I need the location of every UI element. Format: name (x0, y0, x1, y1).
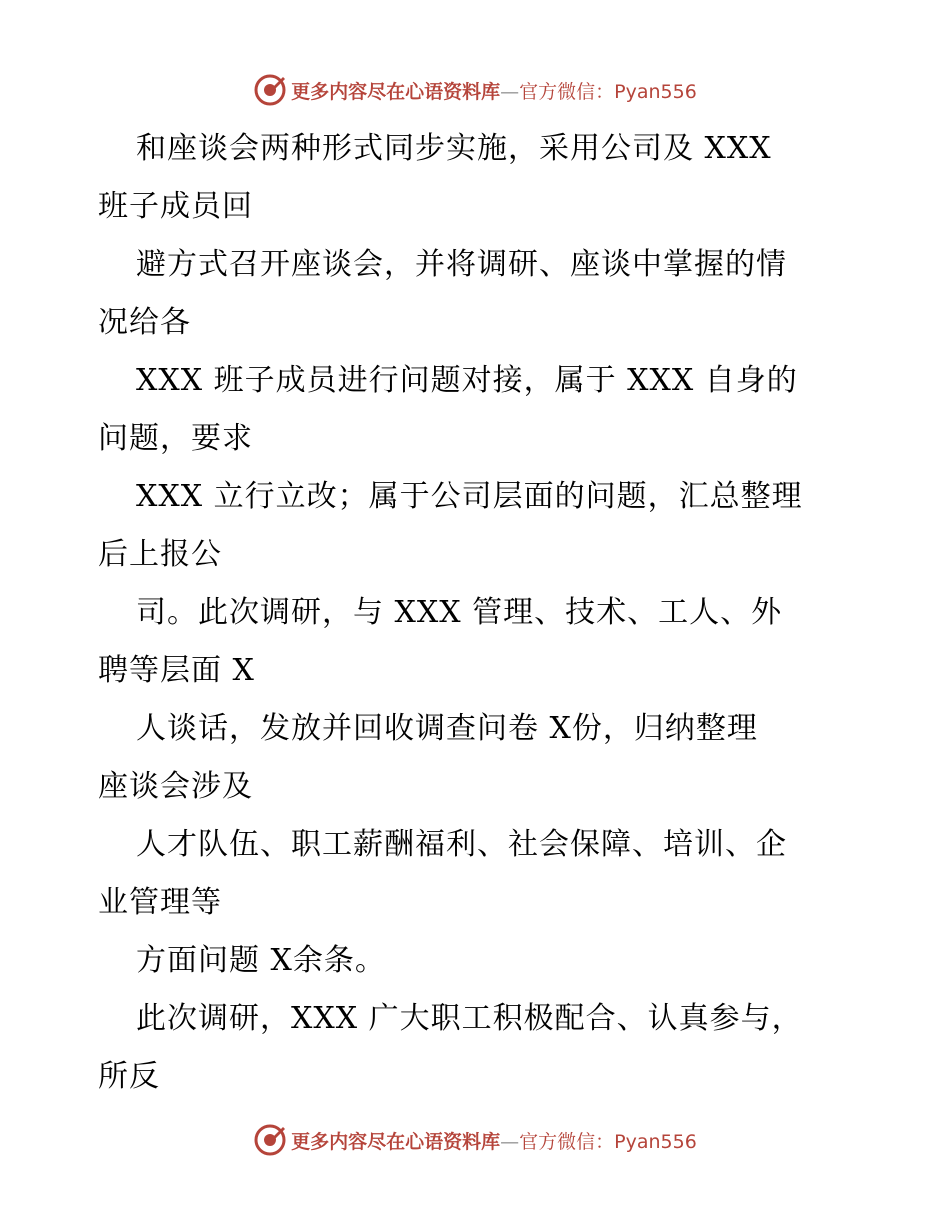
body-line: 后上报公 (98, 537, 222, 572)
body-line: 方面问题 X余条。 (136, 943, 386, 978)
body-line: XXX 立行立改；属于公司层面的问题，汇总整理 (136, 479, 803, 514)
header-banner-text: 更多内容尽在心语资料库—官方微信：Pyan556 (291, 80, 697, 103)
body-line: 问题，要求 (98, 421, 253, 456)
body-line: 和座谈会两种形式同步实施，采用公司及 XXX (136, 131, 772, 166)
body-line: 聘等层面 X (98, 653, 255, 688)
body-line: XXX 班子成员进行问题对接，属于 XXX 自身的 (136, 363, 798, 398)
body-line: 座谈会涉及 (98, 769, 253, 804)
body-line: 避方式召开座谈会，并将调研、座谈中掌握的情 (136, 247, 787, 282)
header-banner (0, 70, 950, 110)
body-line: 业管理等 (98, 885, 222, 920)
pen-logo-icon (253, 73, 287, 107)
body-line: 班子成员回 (98, 189, 253, 224)
body-line: 人谈话，发放并回收调查问卷 X份，归纳整理 (136, 711, 758, 746)
body-line: 况给各 (98, 305, 191, 340)
footer-banner-text: 更多内容尽在心语资料库—官方微信：Pyan556 (291, 1130, 697, 1153)
document-body (98, 120, 858, 1106)
body-line: 此次调研，XXX 广大职工积极配合、认真参与， (136, 1001, 803, 1036)
footer-banner (0, 1120, 950, 1160)
body-line: 司。此次调研，与 XXX 管理、技术、工人、外 (136, 595, 783, 630)
body-line: 人才队伍、职工薪酬福利、社会保障、培训、企 (136, 827, 787, 862)
body-line: 所反 (98, 1059, 160, 1094)
pen-logo-icon (253, 1123, 287, 1157)
